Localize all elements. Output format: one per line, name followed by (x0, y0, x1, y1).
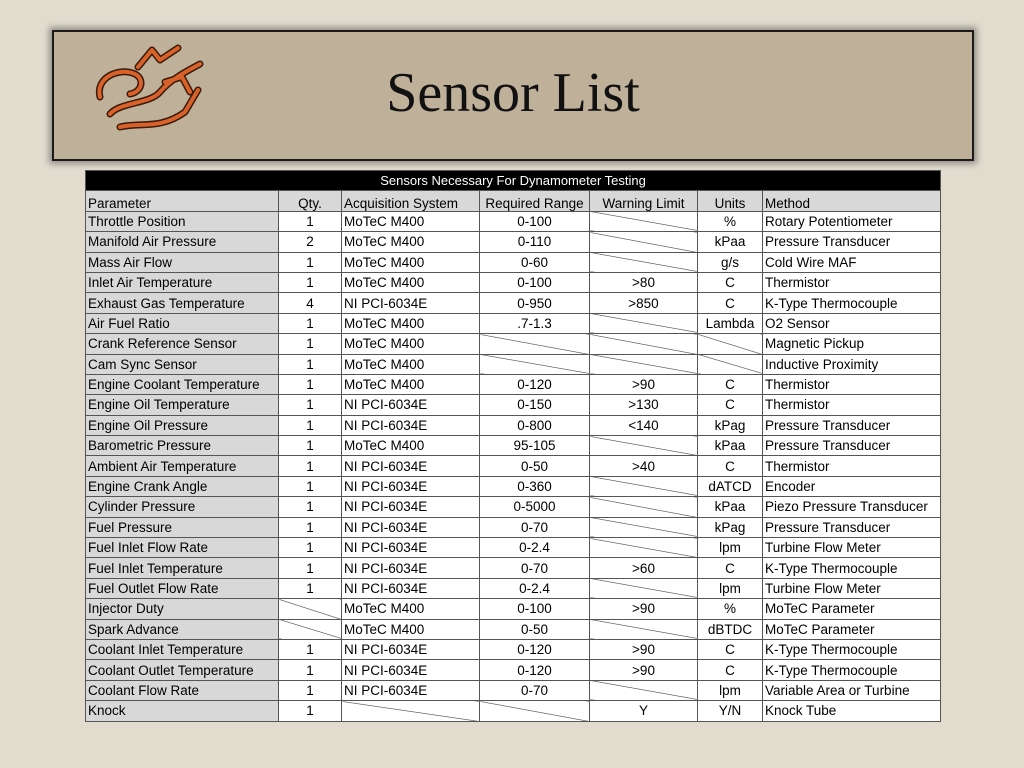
table-row (86, 558, 941, 578)
cell-units: dATCD (698, 476, 763, 496)
cell-method: MoTeC Parameter (763, 619, 941, 639)
cell-parameter: Throttle Position (86, 211, 279, 231)
cell-parameter: Fuel Inlet Temperature (86, 558, 279, 578)
cell-required-range: 0-5000 (480, 497, 590, 517)
cell-qty: 1 (279, 395, 342, 415)
cell-qty: 1 (279, 272, 342, 292)
column-header-warning-limit: Warning Limit (590, 191, 698, 211)
cell-units: C (698, 660, 763, 680)
cell-acquisition-system: NI PCI-6034E (342, 497, 480, 517)
table-row (86, 334, 941, 354)
cell-warning-limit (590, 517, 698, 537)
cell-warning-limit (590, 578, 698, 598)
cell-qty: 1 (279, 476, 342, 496)
cell-warning-limit: >90 (590, 599, 698, 619)
cell-required-range: 0-120 (480, 639, 590, 659)
cell-acquisition-system: NI PCI-6034E (342, 415, 480, 435)
cell-method: Turbine Flow Meter (763, 538, 941, 558)
table-row (86, 497, 941, 517)
cell-parameter: Coolant Outlet Temperature (86, 660, 279, 680)
cell-units: C (698, 272, 763, 292)
cell-method: Thermistor (763, 272, 941, 292)
cell-qty: 1 (279, 517, 342, 537)
cell-method: Piezo Pressure Transducer (763, 497, 941, 517)
cell-required-range (480, 354, 590, 374)
cell-required-range: 0-2.4 (480, 538, 590, 558)
cell-method: Thermistor (763, 456, 941, 476)
cell-qty: 1 (279, 354, 342, 374)
cell-method: Rotary Potentiometer (763, 211, 941, 231)
cell-qty: 1 (279, 497, 342, 517)
cell-required-range: 0-800 (480, 415, 590, 435)
cell-warning-limit (590, 680, 698, 700)
table-row (86, 639, 941, 659)
cell-acquisition-system: MoTeC M400 (342, 232, 480, 252)
cell-qty: 1 (279, 538, 342, 558)
cell-required-range: 0-360 (480, 476, 590, 496)
cell-method: Pressure Transducer (763, 517, 941, 537)
cell-units (698, 354, 763, 374)
cell-units: kPag (698, 517, 763, 537)
cell-warning-limit (590, 313, 698, 333)
cell-required-range: .7-1.3 (480, 313, 590, 333)
cell-acquisition-system: NI PCI-6034E (342, 395, 480, 415)
cell-qty: 1 (279, 313, 342, 333)
cell-required-range: 0-70 (480, 680, 590, 700)
table-row (86, 456, 941, 476)
cell-warning-limit: Y (590, 701, 698, 721)
cell-acquisition-system: MoTeC M400 (342, 272, 480, 292)
cell-units: Lambda (698, 313, 763, 333)
cell-parameter: Barometric Pressure (86, 436, 279, 456)
table-header-row (86, 191, 941, 211)
cell-qty: 1 (279, 436, 342, 456)
cell-required-range: 0-150 (480, 395, 590, 415)
cell-units: C (698, 456, 763, 476)
cell-method: K-Type Thermocouple (763, 293, 941, 313)
cell-acquisition-system: NI PCI-6034E (342, 639, 480, 659)
cell-warning-limit: >130 (590, 395, 698, 415)
cell-required-range: 0-120 (480, 660, 590, 680)
column-header-units: Units (698, 191, 763, 211)
cell-warning-limit (590, 619, 698, 639)
cell-warning-limit: >850 (590, 293, 698, 313)
cell-units: C (698, 639, 763, 659)
cell-parameter: Engine Oil Pressure (86, 415, 279, 435)
cell-parameter: Crank Reference Sensor (86, 334, 279, 354)
cell-parameter: Engine Oil Temperature (86, 395, 279, 415)
cell-warning-limit (590, 334, 698, 354)
cell-units: kPaa (698, 436, 763, 456)
cell-acquisition-system: MoTeC M400 (342, 211, 480, 231)
cell-acquisition-system: NI PCI-6034E (342, 660, 480, 680)
table-row (86, 252, 941, 272)
cell-units (698, 334, 763, 354)
cell-units: g/s (698, 252, 763, 272)
cell-acquisition-system: NI PCI-6034E (342, 578, 480, 598)
cell-units: C (698, 293, 763, 313)
table-caption-row (86, 171, 941, 191)
cell-required-range (480, 701, 590, 721)
cell-qty: 1 (279, 578, 342, 598)
cell-required-range: 0-120 (480, 374, 590, 394)
cell-parameter: Mass Air Flow (86, 252, 279, 272)
cell-qty: 1 (279, 558, 342, 578)
cell-qty (279, 599, 342, 619)
table-row (86, 436, 941, 456)
cell-parameter: Manifold Air Pressure (86, 232, 279, 252)
cell-acquisition-system: MoTeC M400 (342, 354, 480, 374)
cell-required-range (480, 334, 590, 354)
cell-qty: 1 (279, 211, 342, 231)
cell-units: kPaa (698, 232, 763, 252)
cell-warning-limit: >60 (590, 558, 698, 578)
cell-required-range: 0-50 (480, 456, 590, 476)
cell-parameter: Fuel Pressure (86, 517, 279, 537)
cell-qty: 1 (279, 415, 342, 435)
cell-method: Variable Area or Turbine (763, 680, 941, 700)
cell-warning-limit: >90 (590, 660, 698, 680)
cell-method: Turbine Flow Meter (763, 578, 941, 598)
cell-required-range: 0-100 (480, 272, 590, 292)
cell-parameter: Cylinder Pressure (86, 497, 279, 517)
cell-qty: 1 (279, 252, 342, 272)
cell-method: Thermistor (763, 395, 941, 415)
cell-warning-limit: >80 (590, 272, 698, 292)
cell-acquisition-system: MoTeC M400 (342, 374, 480, 394)
table-row (86, 680, 941, 700)
cell-parameter: Spark Advance (86, 619, 279, 639)
table-row (86, 660, 941, 680)
cell-units: % (698, 211, 763, 231)
cell-required-range: 0-2.4 (480, 578, 590, 598)
cell-acquisition-system (342, 701, 480, 721)
table-row (86, 313, 941, 333)
cell-warning-limit (590, 476, 698, 496)
cell-qty: 1 (279, 660, 342, 680)
cell-warning-limit (590, 354, 698, 374)
cell-acquisition-system: MoTeC M400 (342, 313, 480, 333)
sensor-table (85, 170, 941, 722)
cell-acquisition-system: NI PCI-6034E (342, 558, 480, 578)
cell-parameter: Inlet Air Temperature (86, 272, 279, 292)
cell-parameter: Ambient Air Temperature (86, 456, 279, 476)
cell-acquisition-system: MoTeC M400 (342, 334, 480, 354)
table-row (86, 517, 941, 537)
cell-method: K-Type Thermocouple (763, 639, 941, 659)
table-row (86, 599, 941, 619)
table-row (86, 374, 941, 394)
cell-warning-limit (590, 232, 698, 252)
cell-warning-limit: >90 (590, 374, 698, 394)
cell-method: K-Type Thermocouple (763, 660, 941, 680)
cell-units: dBTDC (698, 619, 763, 639)
cell-parameter: Fuel Inlet Flow Rate (86, 538, 279, 558)
cell-qty: 1 (279, 334, 342, 354)
cell-required-range: 0-70 (480, 558, 590, 578)
cell-parameter: Engine Crank Angle (86, 476, 279, 496)
cell-acquisition-system: NI PCI-6034E (342, 293, 480, 313)
cell-parameter: Coolant Flow Rate (86, 680, 279, 700)
cell-units: C (698, 395, 763, 415)
table-row (86, 538, 941, 558)
cell-units: kPaa (698, 497, 763, 517)
page-title: Sensor List (386, 62, 640, 124)
cell-units: lpm (698, 538, 763, 558)
table-caption: Sensors Necessary For Dynamometer Testing (86, 171, 941, 191)
cell-warning-limit: >90 (590, 639, 698, 659)
cell-units: C (698, 558, 763, 578)
cell-units: C (698, 374, 763, 394)
table-row (86, 272, 941, 292)
cell-warning-limit (590, 252, 698, 272)
column-header-qty: Qty. (279, 191, 342, 211)
cell-acquisition-system: NI PCI-6034E (342, 456, 480, 476)
cell-qty: 1 (279, 456, 342, 476)
cell-acquisition-system: NI PCI-6034E (342, 517, 480, 537)
cell-method: MoTeC Parameter (763, 599, 941, 619)
cell-required-range: 0-60 (480, 252, 590, 272)
table-row (86, 701, 941, 721)
cell-acquisition-system: MoTeC M400 (342, 599, 480, 619)
table-row (86, 354, 941, 374)
cell-units: Y/N (698, 701, 763, 721)
cell-units: lpm (698, 578, 763, 598)
cell-qty: 1 (279, 680, 342, 700)
cell-required-range: 0-110 (480, 232, 590, 252)
cell-units: lpm (698, 680, 763, 700)
cell-method: Thermistor (763, 374, 941, 394)
cell-parameter: Engine Coolant Temperature (86, 374, 279, 394)
column-header-required-range: Required Range (480, 191, 590, 211)
column-header-acquisition-system: Acquisition System (342, 191, 480, 211)
table-row (86, 578, 941, 598)
cell-qty: 1 (279, 701, 342, 721)
table-row (86, 232, 941, 252)
cell-warning-limit (590, 211, 698, 231)
cell-parameter: Air Fuel Ratio (86, 313, 279, 333)
cell-required-range: 0-100 (480, 211, 590, 231)
cell-units: % (698, 599, 763, 619)
cell-qty: 1 (279, 639, 342, 659)
table-row (86, 395, 941, 415)
cell-parameter: Coolant Inlet Temperature (86, 639, 279, 659)
table-row (86, 415, 941, 435)
cell-method: Magnetic Pickup (763, 334, 941, 354)
cell-units: kPag (698, 415, 763, 435)
cell-method: Pressure Transducer (763, 232, 941, 252)
cell-method: Pressure Transducer (763, 436, 941, 456)
cell-required-range: 0-100 (480, 599, 590, 619)
cell-parameter: Injector Duty (86, 599, 279, 619)
cell-qty: 4 (279, 293, 342, 313)
cell-qty (279, 619, 342, 639)
cell-acquisition-system: MoTeC M400 (342, 436, 480, 456)
column-header-method: Method (763, 191, 941, 211)
cell-warning-limit (590, 436, 698, 456)
cell-parameter: Fuel Outlet Flow Rate (86, 578, 279, 598)
cell-method: Encoder (763, 476, 941, 496)
cell-warning-limit: >40 (590, 456, 698, 476)
column-header-parameter: Parameter (86, 191, 279, 211)
cell-acquisition-system: MoTeC M400 (342, 619, 480, 639)
cell-method: K-Type Thermocouple (763, 558, 941, 578)
table-row (86, 476, 941, 496)
cell-acquisition-system: NI PCI-6034E (342, 476, 480, 496)
cell-acquisition-system: NI PCI-6034E (342, 538, 480, 558)
cell-method: Inductive Proximity (763, 354, 941, 374)
cell-acquisition-system: NI PCI-6034E (342, 680, 480, 700)
cell-method: Cold Wire MAF (763, 252, 941, 272)
cell-warning-limit: <140 (590, 415, 698, 435)
cell-required-range: 0-50 (480, 619, 590, 639)
cell-required-range: 0-950 (480, 293, 590, 313)
cell-warning-limit (590, 497, 698, 517)
cell-required-range: 95-105 (480, 436, 590, 456)
cell-qty: 2 (279, 232, 342, 252)
cell-method: Pressure Transducer (763, 415, 941, 435)
cell-parameter: Exhaust Gas Temperature (86, 293, 279, 313)
cell-method: O2 Sensor (763, 313, 941, 333)
table-row (86, 619, 941, 639)
table-row (86, 211, 941, 231)
table-row (86, 293, 941, 313)
cell-required-range: 0-70 (480, 517, 590, 537)
cell-parameter: Knock (86, 701, 279, 721)
cell-method: Knock Tube (763, 701, 941, 721)
title-banner (52, 30, 974, 161)
cell-parameter: Cam Sync Sensor (86, 354, 279, 374)
cell-warning-limit (590, 538, 698, 558)
cell-acquisition-system: MoTeC M400 (342, 252, 480, 272)
cell-qty: 1 (279, 374, 342, 394)
